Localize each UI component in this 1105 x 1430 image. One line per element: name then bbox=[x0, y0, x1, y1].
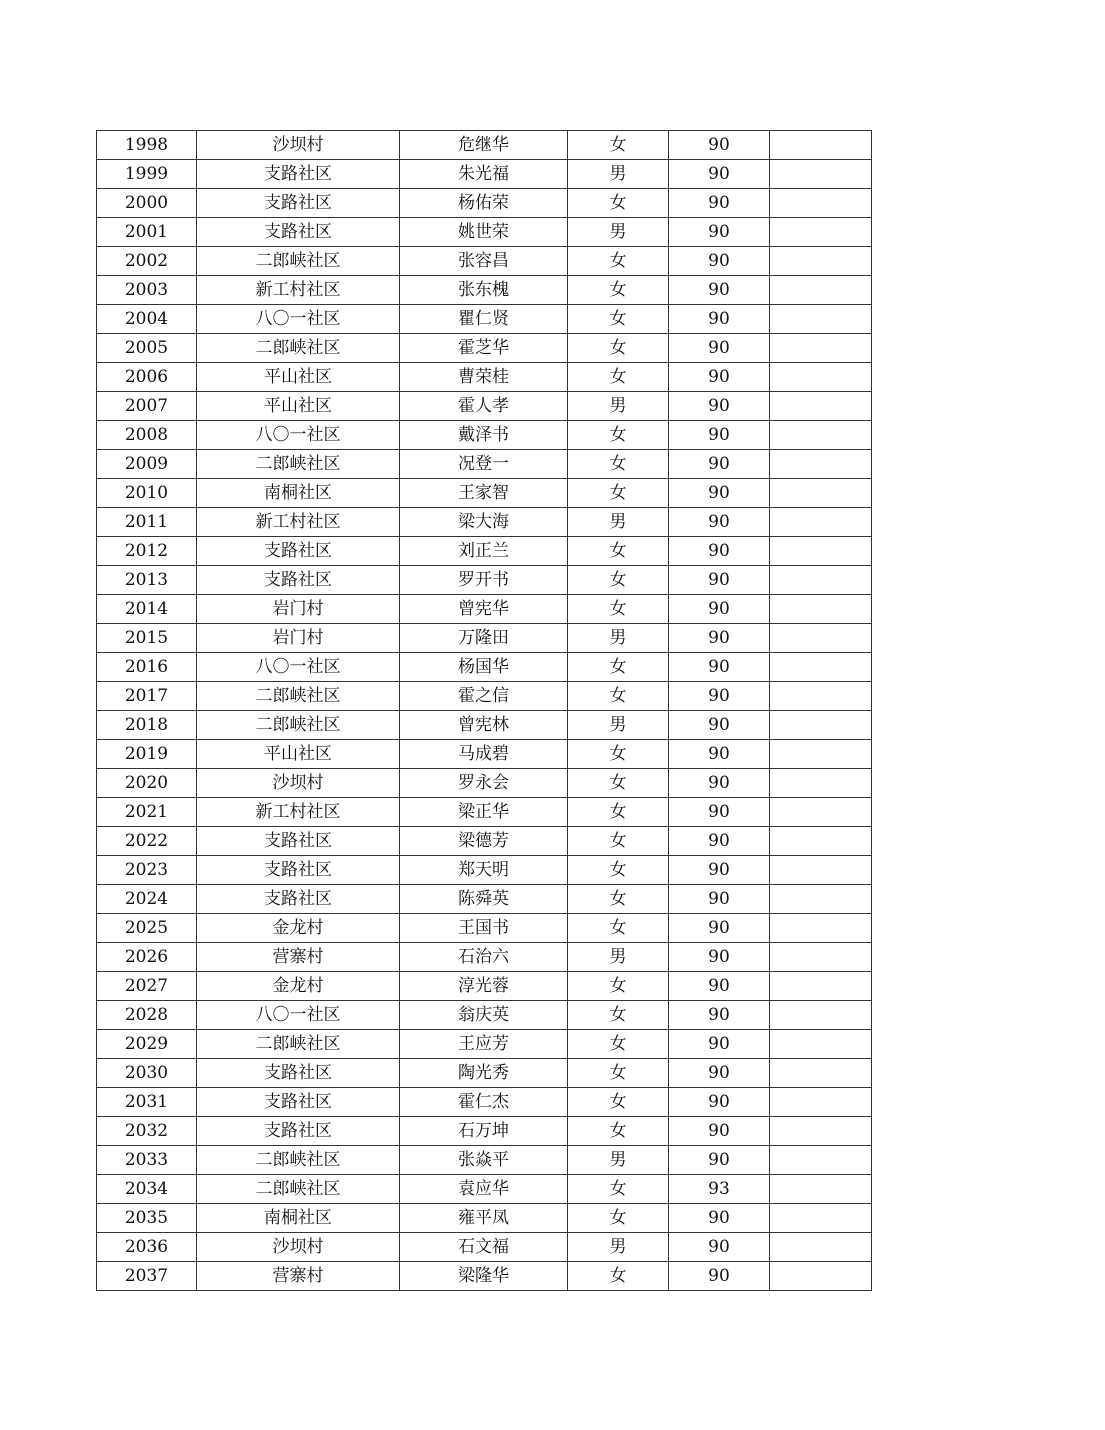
remarks-cell bbox=[770, 827, 872, 856]
gender-cell: 女 bbox=[568, 305, 669, 334]
person-name-cell: 梁德芳 bbox=[400, 827, 568, 856]
community-cell: 金龙村 bbox=[197, 972, 400, 1001]
gender-cell: 男 bbox=[568, 508, 669, 537]
serial-number-cell: 2022 bbox=[97, 827, 197, 856]
person-name-cell: 况登一 bbox=[400, 450, 568, 479]
community-cell: 平山社区 bbox=[197, 363, 400, 392]
age-cell: 90 bbox=[669, 972, 770, 1001]
table-row bbox=[97, 827, 872, 856]
community-cell: 八〇一社区 bbox=[197, 421, 400, 450]
serial-number-cell: 2012 bbox=[97, 537, 197, 566]
person-name-cell: 翁庆英 bbox=[400, 1001, 568, 1030]
serial-number-cell: 2033 bbox=[97, 1146, 197, 1175]
table-row bbox=[97, 653, 872, 682]
remarks-cell bbox=[770, 537, 872, 566]
serial-number-cell: 2032 bbox=[97, 1117, 197, 1146]
table-row bbox=[97, 1204, 872, 1233]
gender-cell: 女 bbox=[568, 1262, 669, 1291]
serial-number-cell: 2014 bbox=[97, 595, 197, 624]
community-cell: 支路社区 bbox=[197, 160, 400, 189]
gender-cell: 女 bbox=[568, 914, 669, 943]
person-name-cell: 杨国华 bbox=[400, 653, 568, 682]
gender-cell: 男 bbox=[568, 624, 669, 653]
community-cell: 岩门村 bbox=[197, 595, 400, 624]
community-cell: 二郎峡社区 bbox=[197, 247, 400, 276]
community-cell: 新工村社区 bbox=[197, 798, 400, 827]
gender-cell: 女 bbox=[568, 1175, 669, 1204]
age-cell: 90 bbox=[669, 914, 770, 943]
person-name-cell: 王应芳 bbox=[400, 1030, 568, 1059]
age-cell: 90 bbox=[669, 276, 770, 305]
community-cell: 二郎峡社区 bbox=[197, 1175, 400, 1204]
table-row bbox=[97, 276, 872, 305]
person-name-cell: 王家智 bbox=[400, 479, 568, 508]
serial-number-cell: 2030 bbox=[97, 1059, 197, 1088]
gender-cell: 男 bbox=[568, 1146, 669, 1175]
community-cell: 支路社区 bbox=[197, 856, 400, 885]
table-row bbox=[97, 1088, 872, 1117]
person-name-cell: 梁大海 bbox=[400, 508, 568, 537]
gender-cell: 女 bbox=[568, 1001, 669, 1030]
remarks-cell bbox=[770, 1146, 872, 1175]
remarks-cell bbox=[770, 479, 872, 508]
roster-table bbox=[96, 130, 872, 1291]
serial-number-cell: 2023 bbox=[97, 856, 197, 885]
serial-number-cell: 2008 bbox=[97, 421, 197, 450]
community-cell: 南桐社区 bbox=[197, 1204, 400, 1233]
age-cell: 90 bbox=[669, 1030, 770, 1059]
serial-number-cell: 2006 bbox=[97, 363, 197, 392]
serial-number-cell: 2011 bbox=[97, 508, 197, 537]
table-row bbox=[97, 682, 872, 711]
age-cell: 90 bbox=[669, 856, 770, 885]
gender-cell: 女 bbox=[568, 450, 669, 479]
remarks-cell bbox=[770, 421, 872, 450]
age-cell: 90 bbox=[669, 827, 770, 856]
remarks-cell bbox=[770, 740, 872, 769]
table-row bbox=[97, 1233, 872, 1262]
serial-number-cell: 2017 bbox=[97, 682, 197, 711]
age-cell: 90 bbox=[669, 421, 770, 450]
person-name-cell: 霍人孝 bbox=[400, 392, 568, 421]
age-cell: 90 bbox=[669, 1204, 770, 1233]
community-cell: 南桐社区 bbox=[197, 479, 400, 508]
remarks-cell bbox=[770, 1059, 872, 1088]
remarks-cell bbox=[770, 769, 872, 798]
serial-number-cell: 2004 bbox=[97, 305, 197, 334]
serial-number-cell: 2029 bbox=[97, 1030, 197, 1059]
community-cell: 平山社区 bbox=[197, 740, 400, 769]
remarks-cell bbox=[770, 218, 872, 247]
person-name-cell: 曹荣桂 bbox=[400, 363, 568, 392]
community-cell: 支路社区 bbox=[197, 827, 400, 856]
community-cell: 支路社区 bbox=[197, 885, 400, 914]
community-cell: 支路社区 bbox=[197, 566, 400, 595]
person-name-cell: 霍之信 bbox=[400, 682, 568, 711]
gender-cell: 女 bbox=[568, 740, 669, 769]
remarks-cell bbox=[770, 1204, 872, 1233]
roster-table-body bbox=[97, 131, 872, 1291]
age-cell: 90 bbox=[669, 798, 770, 827]
person-name-cell: 刘正兰 bbox=[400, 537, 568, 566]
table-row bbox=[97, 1001, 872, 1030]
age-cell: 90 bbox=[669, 537, 770, 566]
serial-number-cell: 2019 bbox=[97, 740, 197, 769]
table-row bbox=[97, 450, 872, 479]
community-cell: 沙坝村 bbox=[197, 131, 400, 160]
age-cell: 90 bbox=[669, 1059, 770, 1088]
gender-cell: 女 bbox=[568, 595, 669, 624]
serial-number-cell: 2015 bbox=[97, 624, 197, 653]
person-name-cell: 雍平凤 bbox=[400, 1204, 568, 1233]
serial-number-cell: 2027 bbox=[97, 972, 197, 1001]
person-name-cell: 瞿仁贤 bbox=[400, 305, 568, 334]
serial-number-cell: 2010 bbox=[97, 479, 197, 508]
age-cell: 90 bbox=[669, 189, 770, 218]
remarks-cell bbox=[770, 856, 872, 885]
table-row bbox=[97, 334, 872, 363]
remarks-cell bbox=[770, 798, 872, 827]
gender-cell: 女 bbox=[568, 537, 669, 566]
person-name-cell: 张东槐 bbox=[400, 276, 568, 305]
serial-number-cell: 2007 bbox=[97, 392, 197, 421]
community-cell: 平山社区 bbox=[197, 392, 400, 421]
remarks-cell bbox=[770, 682, 872, 711]
gender-cell: 女 bbox=[568, 1059, 669, 1088]
table-row bbox=[97, 247, 872, 276]
serial-number-cell: 2016 bbox=[97, 653, 197, 682]
gender-cell: 女 bbox=[568, 334, 669, 363]
table-row bbox=[97, 189, 872, 218]
gender-cell: 女 bbox=[568, 769, 669, 798]
community-cell: 营寨村 bbox=[197, 1262, 400, 1291]
community-cell: 支路社区 bbox=[197, 1117, 400, 1146]
age-cell: 90 bbox=[669, 508, 770, 537]
age-cell: 90 bbox=[669, 943, 770, 972]
person-name-cell: 霍仁杰 bbox=[400, 1088, 568, 1117]
table-row bbox=[97, 1262, 872, 1291]
table-row bbox=[97, 537, 872, 566]
gender-cell: 女 bbox=[568, 856, 669, 885]
age-cell: 90 bbox=[669, 218, 770, 247]
age-cell: 90 bbox=[669, 885, 770, 914]
age-cell: 90 bbox=[669, 1001, 770, 1030]
serial-number-cell: 2024 bbox=[97, 885, 197, 914]
community-cell: 八〇一社区 bbox=[197, 653, 400, 682]
age-cell: 90 bbox=[669, 682, 770, 711]
table-row bbox=[97, 798, 872, 827]
remarks-cell bbox=[770, 363, 872, 392]
serial-number-cell: 2018 bbox=[97, 711, 197, 740]
person-name-cell: 石文福 bbox=[400, 1233, 568, 1262]
person-name-cell: 霍芝华 bbox=[400, 334, 568, 363]
table-row bbox=[97, 218, 872, 247]
table-row bbox=[97, 1146, 872, 1175]
remarks-cell bbox=[770, 595, 872, 624]
remarks-cell bbox=[770, 160, 872, 189]
community-cell: 新工村社区 bbox=[197, 276, 400, 305]
table-row bbox=[97, 363, 872, 392]
age-cell: 90 bbox=[669, 247, 770, 276]
table-row bbox=[97, 1117, 872, 1146]
gender-cell: 女 bbox=[568, 827, 669, 856]
gender-cell: 女 bbox=[568, 189, 669, 218]
table-row bbox=[97, 972, 872, 1001]
age-cell: 90 bbox=[669, 1146, 770, 1175]
gender-cell: 女 bbox=[568, 363, 669, 392]
community-cell: 营寨村 bbox=[197, 943, 400, 972]
person-name-cell: 袁应华 bbox=[400, 1175, 568, 1204]
table-row bbox=[97, 1059, 872, 1088]
person-name-cell: 张容昌 bbox=[400, 247, 568, 276]
table-row bbox=[97, 711, 872, 740]
person-name-cell: 戴泽书 bbox=[400, 421, 568, 450]
gender-cell: 女 bbox=[568, 276, 669, 305]
remarks-cell bbox=[770, 508, 872, 537]
serial-number-cell: 2003 bbox=[97, 276, 197, 305]
gender-cell: 男 bbox=[568, 711, 669, 740]
table-row bbox=[97, 1030, 872, 1059]
person-name-cell: 罗开书 bbox=[400, 566, 568, 595]
remarks-cell bbox=[770, 1088, 872, 1117]
community-cell: 二郎峡社区 bbox=[197, 1030, 400, 1059]
age-cell: 90 bbox=[669, 392, 770, 421]
person-name-cell: 王国书 bbox=[400, 914, 568, 943]
gender-cell: 男 bbox=[568, 943, 669, 972]
age-cell: 90 bbox=[669, 479, 770, 508]
person-name-cell: 姚世荣 bbox=[400, 218, 568, 247]
serial-number-cell: 2020 bbox=[97, 769, 197, 798]
remarks-cell bbox=[770, 276, 872, 305]
table-row bbox=[97, 305, 872, 334]
person-name-cell: 陶光秀 bbox=[400, 1059, 568, 1088]
serial-number-cell: 2034 bbox=[97, 1175, 197, 1204]
table-row bbox=[97, 392, 872, 421]
remarks-cell bbox=[770, 1175, 872, 1204]
serial-number-cell: 2021 bbox=[97, 798, 197, 827]
person-name-cell: 张焱平 bbox=[400, 1146, 568, 1175]
community-cell: 支路社区 bbox=[197, 1088, 400, 1117]
person-name-cell: 梁正华 bbox=[400, 798, 568, 827]
serial-number-cell: 2035 bbox=[97, 1204, 197, 1233]
remarks-cell bbox=[770, 914, 872, 943]
person-name-cell: 淳光蓉 bbox=[400, 972, 568, 1001]
table-row bbox=[97, 566, 872, 595]
age-cell: 90 bbox=[669, 653, 770, 682]
serial-number-cell: 2005 bbox=[97, 334, 197, 363]
remarks-cell bbox=[770, 305, 872, 334]
serial-number-cell: 2025 bbox=[97, 914, 197, 943]
community-cell: 二郎峡社区 bbox=[197, 1146, 400, 1175]
age-cell: 90 bbox=[669, 566, 770, 595]
gender-cell: 男 bbox=[568, 218, 669, 247]
gender-cell: 女 bbox=[568, 972, 669, 1001]
remarks-cell bbox=[770, 1117, 872, 1146]
table-row bbox=[97, 914, 872, 943]
person-name-cell: 万隆田 bbox=[400, 624, 568, 653]
remarks-cell bbox=[770, 624, 872, 653]
remarks-cell bbox=[770, 392, 872, 421]
age-cell: 90 bbox=[669, 1262, 770, 1291]
community-cell: 二郎峡社区 bbox=[197, 711, 400, 740]
remarks-cell bbox=[770, 1262, 872, 1291]
serial-number-cell: 2028 bbox=[97, 1001, 197, 1030]
age-cell: 90 bbox=[669, 1233, 770, 1262]
remarks-cell bbox=[770, 885, 872, 914]
remarks-cell bbox=[770, 1001, 872, 1030]
remarks-cell bbox=[770, 566, 872, 595]
gender-cell: 女 bbox=[568, 421, 669, 450]
age-cell: 90 bbox=[669, 740, 770, 769]
person-name-cell: 石治六 bbox=[400, 943, 568, 972]
serial-number-cell: 2036 bbox=[97, 1233, 197, 1262]
table-row bbox=[97, 421, 872, 450]
person-name-cell: 马成碧 bbox=[400, 740, 568, 769]
age-cell: 90 bbox=[669, 160, 770, 189]
community-cell: 支路社区 bbox=[197, 189, 400, 218]
remarks-cell bbox=[770, 189, 872, 218]
serial-number-cell: 2000 bbox=[97, 189, 197, 218]
table-row bbox=[97, 1175, 872, 1204]
serial-number-cell: 2037 bbox=[97, 1262, 197, 1291]
serial-number-cell: 2031 bbox=[97, 1088, 197, 1117]
remarks-cell bbox=[770, 1030, 872, 1059]
serial-number-cell: 2026 bbox=[97, 943, 197, 972]
community-cell: 二郎峡社区 bbox=[197, 682, 400, 711]
serial-number-cell: 1999 bbox=[97, 160, 197, 189]
age-cell: 90 bbox=[669, 595, 770, 624]
age-cell: 90 bbox=[669, 363, 770, 392]
person-name-cell: 罗永会 bbox=[400, 769, 568, 798]
serial-number-cell: 2001 bbox=[97, 218, 197, 247]
age-cell: 90 bbox=[669, 711, 770, 740]
age-cell: 90 bbox=[669, 450, 770, 479]
community-cell: 新工村社区 bbox=[197, 508, 400, 537]
table-row bbox=[97, 160, 872, 189]
person-name-cell: 曾宪林 bbox=[400, 711, 568, 740]
serial-number-cell: 2013 bbox=[97, 566, 197, 595]
gender-cell: 女 bbox=[568, 479, 669, 508]
gender-cell: 女 bbox=[568, 885, 669, 914]
remarks-cell bbox=[770, 247, 872, 276]
gender-cell: 女 bbox=[568, 1088, 669, 1117]
age-cell: 90 bbox=[669, 305, 770, 334]
table-row bbox=[97, 595, 872, 624]
serial-number-cell: 1998 bbox=[97, 131, 197, 160]
gender-cell: 女 bbox=[568, 653, 669, 682]
community-cell: 沙坝村 bbox=[197, 1233, 400, 1262]
community-cell: 支路社区 bbox=[197, 537, 400, 566]
gender-cell: 女 bbox=[568, 247, 669, 276]
remarks-cell bbox=[770, 711, 872, 740]
age-cell: 90 bbox=[669, 1088, 770, 1117]
community-cell: 二郎峡社区 bbox=[197, 450, 400, 479]
person-name-cell: 杨佑荣 bbox=[400, 189, 568, 218]
table-row bbox=[97, 769, 872, 798]
age-cell: 90 bbox=[669, 624, 770, 653]
remarks-cell bbox=[770, 1233, 872, 1262]
person-name-cell: 危继华 bbox=[400, 131, 568, 160]
remarks-cell bbox=[770, 334, 872, 363]
person-name-cell: 陈舜英 bbox=[400, 885, 568, 914]
table-row bbox=[97, 943, 872, 972]
community-cell: 岩门村 bbox=[197, 624, 400, 653]
community-cell: 支路社区 bbox=[197, 1059, 400, 1088]
age-cell: 90 bbox=[669, 1117, 770, 1146]
community-cell: 金龙村 bbox=[197, 914, 400, 943]
table-row bbox=[97, 479, 872, 508]
gender-cell: 女 bbox=[568, 1030, 669, 1059]
age-cell: 90 bbox=[669, 131, 770, 160]
community-cell: 沙坝村 bbox=[197, 769, 400, 798]
gender-cell: 男 bbox=[568, 1233, 669, 1262]
person-name-cell: 石万坤 bbox=[400, 1117, 568, 1146]
serial-number-cell: 2009 bbox=[97, 450, 197, 479]
remarks-cell bbox=[770, 653, 872, 682]
gender-cell: 男 bbox=[568, 392, 669, 421]
table-row bbox=[97, 856, 872, 885]
remarks-cell bbox=[770, 131, 872, 160]
community-cell: 八〇一社区 bbox=[197, 1001, 400, 1030]
age-cell: 90 bbox=[669, 334, 770, 363]
remarks-cell bbox=[770, 972, 872, 1001]
gender-cell: 女 bbox=[568, 1204, 669, 1233]
community-cell: 八〇一社区 bbox=[197, 305, 400, 334]
person-name-cell: 梁隆华 bbox=[400, 1262, 568, 1291]
table-row bbox=[97, 740, 872, 769]
table-row bbox=[97, 131, 872, 160]
remarks-cell bbox=[770, 943, 872, 972]
gender-cell: 女 bbox=[568, 682, 669, 711]
table-row bbox=[97, 624, 872, 653]
person-name-cell: 朱光福 bbox=[400, 160, 568, 189]
age-cell: 93 bbox=[669, 1175, 770, 1204]
age-cell: 90 bbox=[669, 769, 770, 798]
table-row bbox=[97, 508, 872, 537]
gender-cell: 男 bbox=[568, 160, 669, 189]
gender-cell: 女 bbox=[568, 1117, 669, 1146]
person-name-cell: 曾宪华 bbox=[400, 595, 568, 624]
gender-cell: 女 bbox=[568, 798, 669, 827]
community-cell: 支路社区 bbox=[197, 218, 400, 247]
gender-cell: 女 bbox=[568, 566, 669, 595]
gender-cell: 女 bbox=[568, 131, 669, 160]
community-cell: 二郎峡社区 bbox=[197, 334, 400, 363]
table-row bbox=[97, 885, 872, 914]
serial-number-cell: 2002 bbox=[97, 247, 197, 276]
person-name-cell: 郑天明 bbox=[400, 856, 568, 885]
remarks-cell bbox=[770, 450, 872, 479]
